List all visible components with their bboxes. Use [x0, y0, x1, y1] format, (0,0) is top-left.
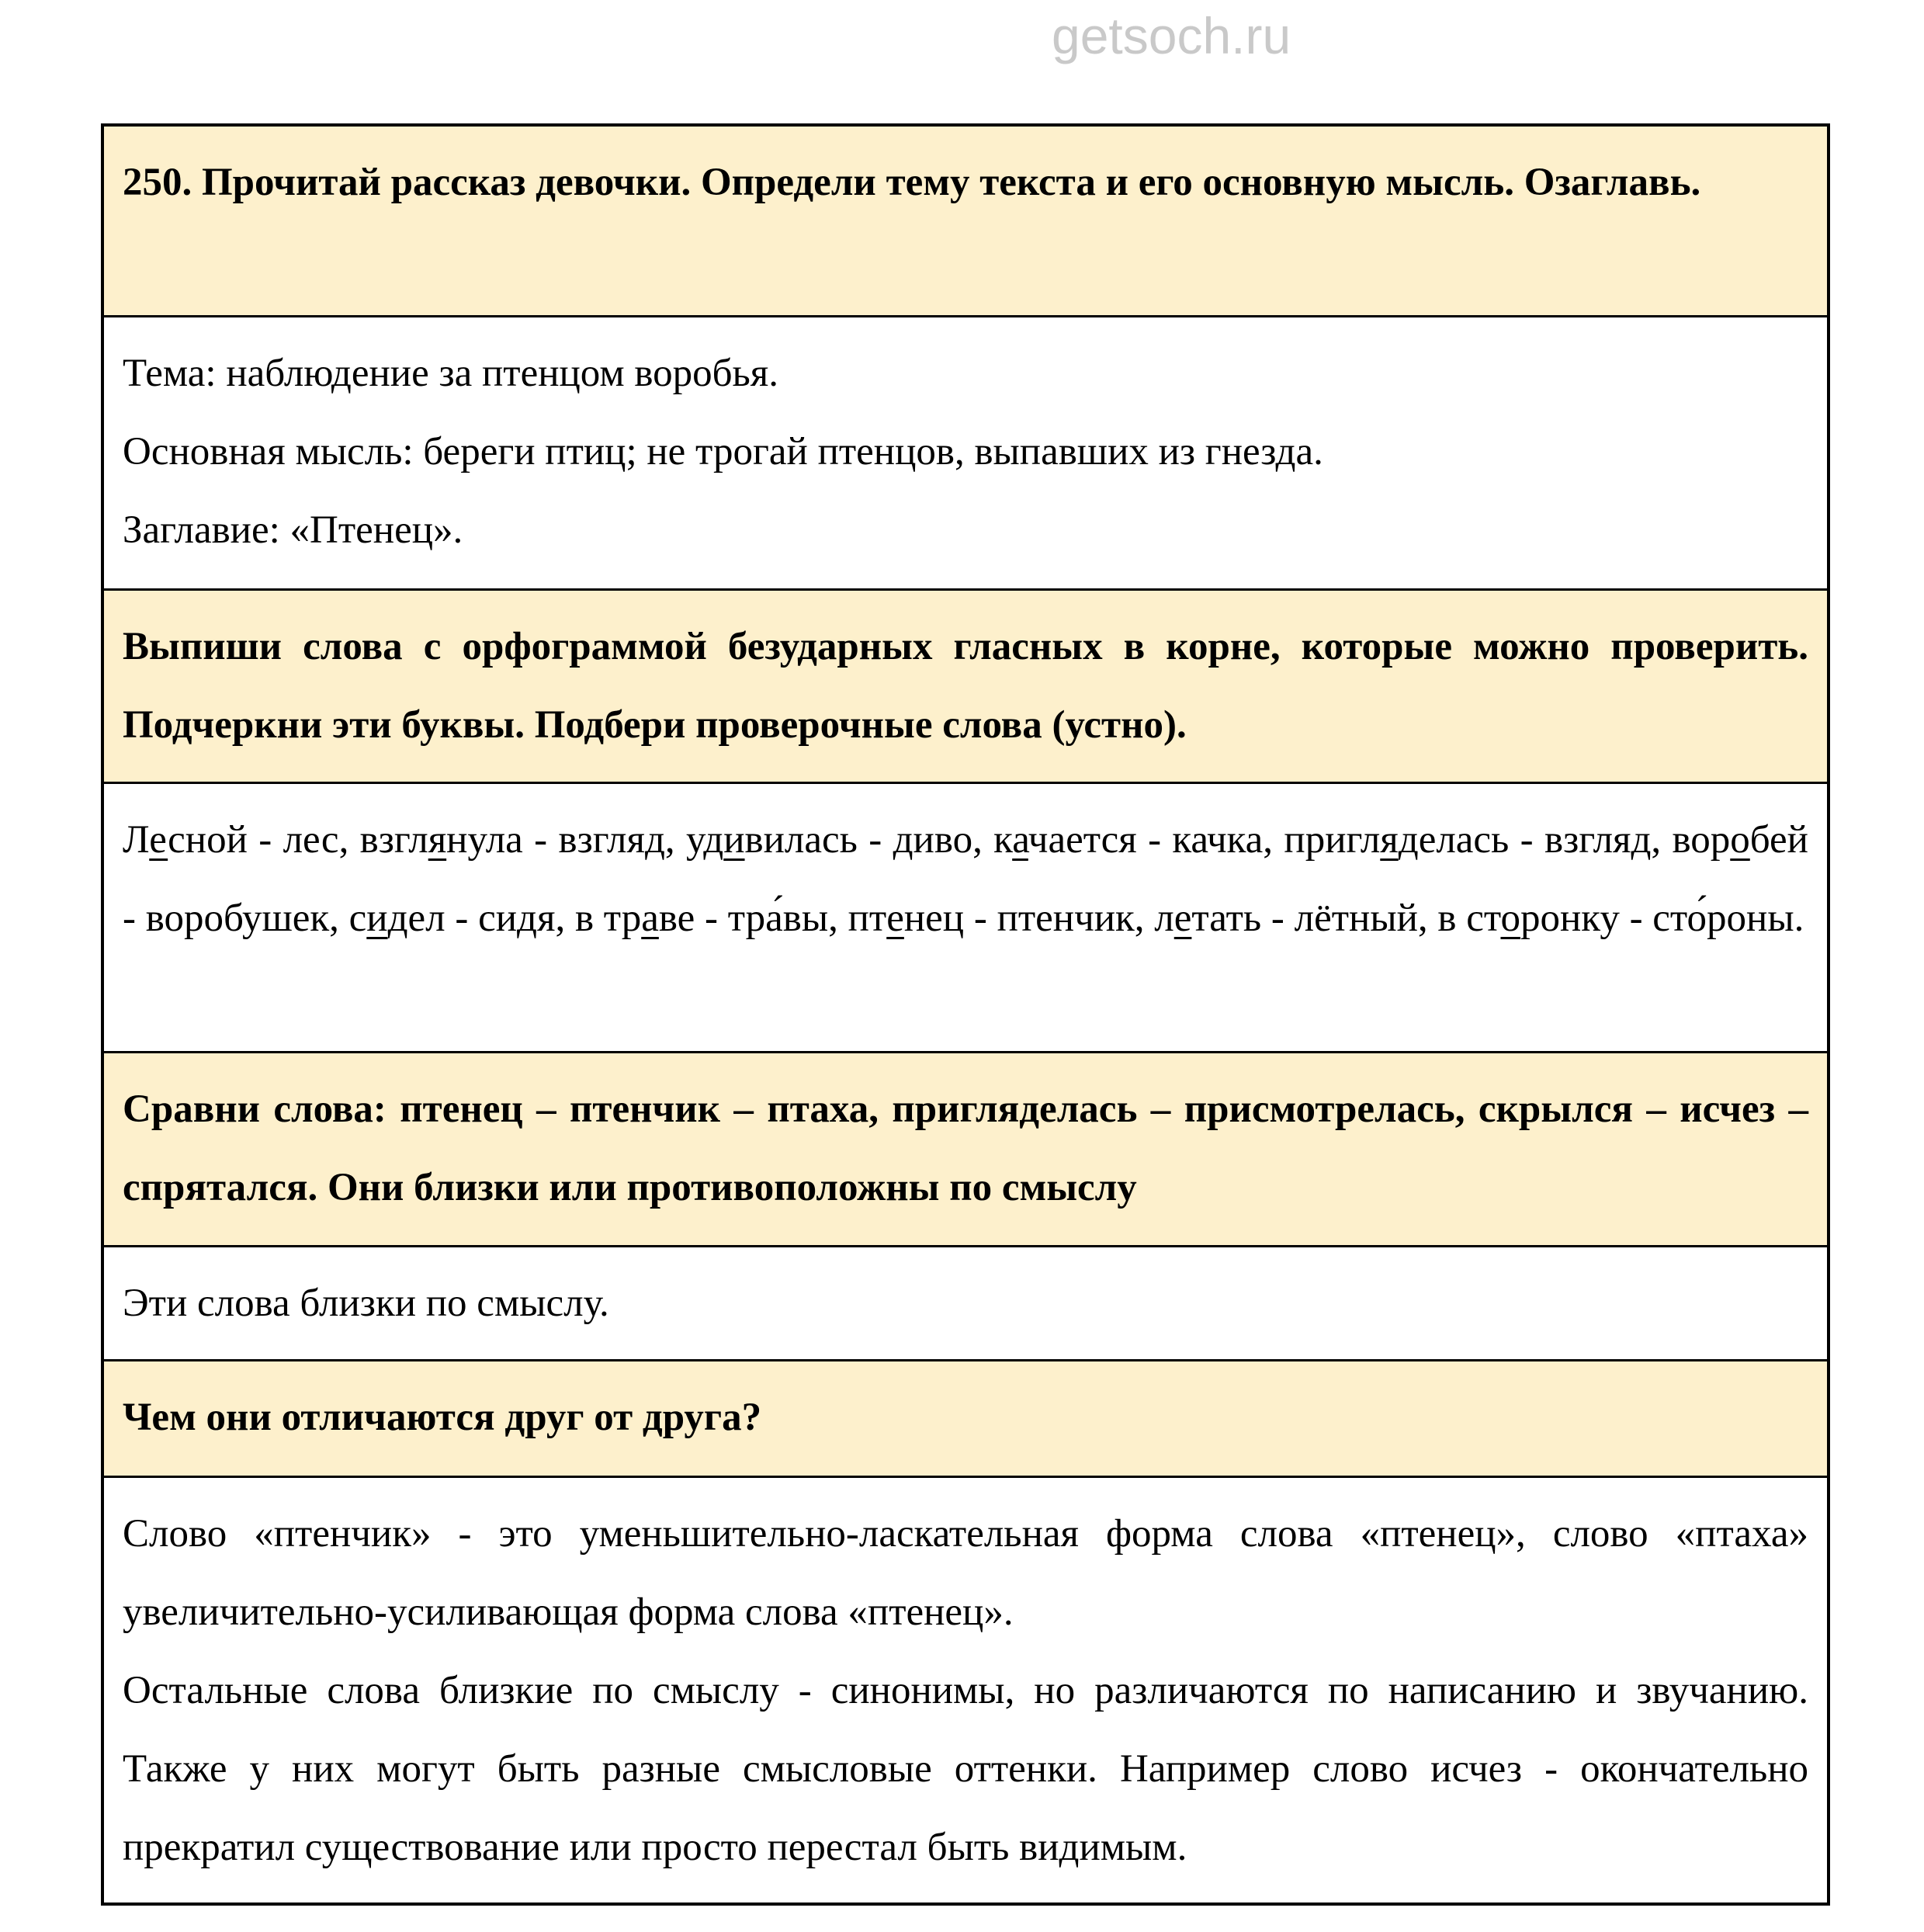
answer-main-idea: Основная мысль: береги птиц; не трогай птенцов, выпавших из гнезда. — [123, 430, 1323, 473]
text-segment: нула - взгляд, уд — [446, 818, 724, 862]
underlined-vowel: а — [1012, 818, 1028, 862]
question-text: Сравни слова: птенец – птенчик – птаха, пригляделась – присмотрелась, скрылся – исчез – спрятался. Они близки или противоположны по смыслу — [123, 1087, 1808, 1209]
text-segment: делась - взгляд, вор — [1398, 818, 1731, 862]
question-row — [104, 127, 1827, 315]
text-segment: тать - лётный, в ст — [1191, 897, 1501, 940]
text-segment: Л — [123, 818, 150, 862]
text-segment: дел - сидя, в тр — [387, 897, 642, 940]
answer-row — [104, 315, 1827, 588]
question-text: 250. Прочитай рассказ девочки. Определи тему текста и его основную мысль. Озаглавь. — [123, 161, 1701, 204]
underlined-vowel: и — [366, 897, 388, 940]
answer-row — [104, 782, 1827, 1051]
text-segment: нец - птенчик, л — [903, 897, 1174, 940]
answer-row — [104, 1476, 1827, 1903]
text-segment: вилась - диво, к — [744, 818, 1013, 862]
watermark: getsoch.ru — [1052, 7, 1291, 64]
exercise-table — [101, 123, 1830, 1906]
underlined-vowel: е — [149, 818, 168, 862]
question-text: Чем они отличаются друг от друга? — [123, 1396, 762, 1439]
text-segment: сной - лес, взгл — [168, 818, 428, 862]
question-text: Выпиши слова с орфограммой безударных гласных в корне, которые можно проверить. Подчеркни эти буквы. Подбери проверочные слова (устно). — [123, 625, 1808, 747]
answer-text: Эти слова близки по смыслу. — [123, 1282, 609, 1325]
answer-title: Заглавие: «Птенец». — [123, 508, 463, 552]
underlined-vowel: я — [1380, 818, 1399, 862]
underlined-vowel: я — [428, 818, 447, 862]
underlined-vowel: а — [641, 897, 659, 940]
answer-text: Остальные слова близкие по смыслу - синонимы, но различаются по написанию и звучанию. Также у них могут быть разные смысловые оттенки. Например слово исчез - окончательно прекратил существование или просто перестал быть видимым. — [123, 1669, 1808, 1869]
question-row — [104, 1051, 1827, 1245]
underlined-vowel: о — [1500, 897, 1520, 940]
underlined-vowel: е — [886, 897, 904, 940]
underlined-vowel: о — [1730, 818, 1750, 862]
question-row — [104, 588, 1827, 782]
question-row — [104, 1359, 1827, 1476]
answer-topic: Тема: наблюдение за птенцом воробья. — [123, 352, 778, 395]
answer-row — [104, 1245, 1827, 1359]
underlined-vowel: и — [723, 818, 745, 862]
text-segment: ронку - сто́роны. — [1520, 897, 1804, 940]
text-segment: ве - тра́вы, пт — [658, 897, 887, 940]
text-segment: бей - воробушек, с — [123, 818, 1808, 940]
text-segment: чается - качка, пригл — [1028, 818, 1381, 862]
answer-words-list — [123, 801, 1808, 958]
underlined-vowel: е — [1173, 897, 1192, 940]
answer-text: Слово «птенчик» - это уменьшительно-ласкательная форма слова «птенец», слово «птаха» увеличительно-усиливающая форма слова «птенец». — [123, 1512, 1808, 1634]
